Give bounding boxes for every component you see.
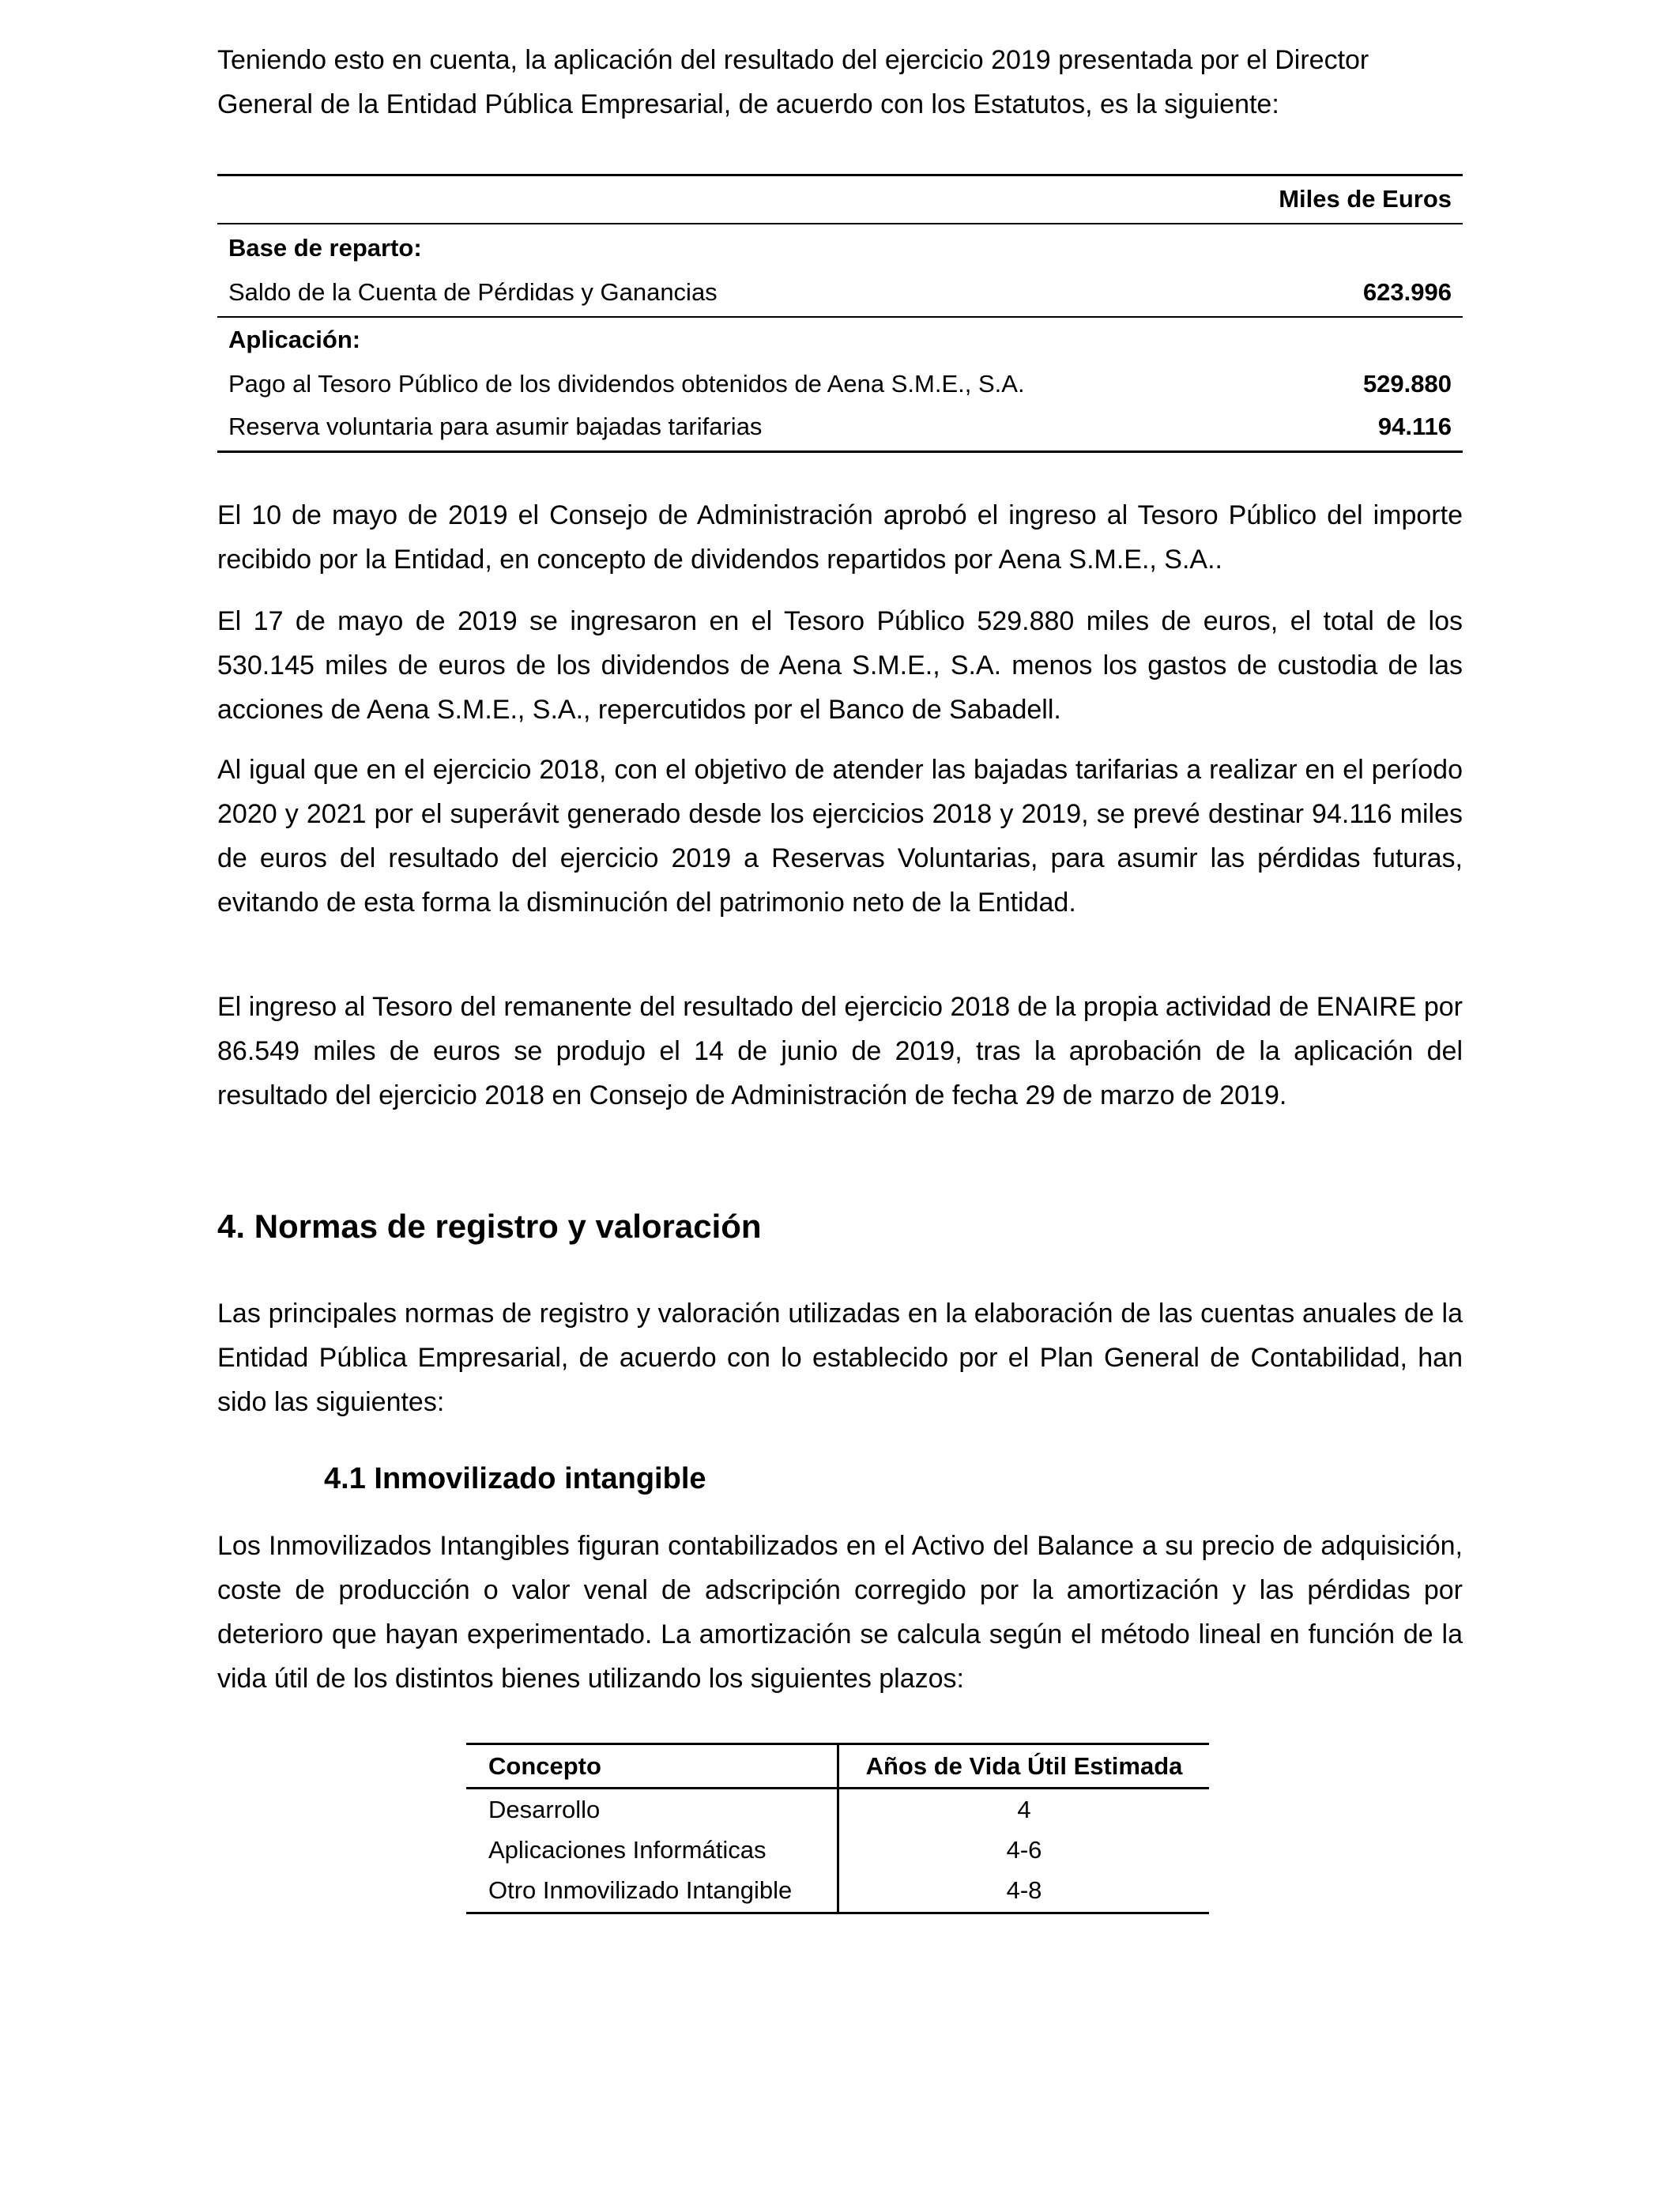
base-rule [217,316,1463,318]
table-top-rule [217,174,1463,176]
application-row-label: Pago al Tesoro Público de los dividendos obtenidos de Aena S.M.E., S.A. [228,370,1025,398]
application-row-value: 94.116 [1377,413,1452,440]
base-title: Base de reparto: [228,234,422,262]
header-rule [466,1787,1209,1789]
table-bottom-rule [466,1912,1209,1914]
table-cell: Aplicaciones Informáticas [488,1836,767,1864]
paragraph: El ingreso al Tesoro del remanente del resultado del ejercicio 2018 de la propia actividad de ENAIRE por 86.549 miles de euros se produjo el 14 de junio de 2019, tras la aprobación de la aplicación del resultado del ejercicio 2018 en Consejo de Administración de fecha 29 de marzo de 2019. [217,992,1463,1110]
paragraph: Al igual que en el ejercicio 2018, con el objetivo de atender las bajadas tarifarias a realizar en el período 2020 y 2021 por el superávit generado desde los ejercicios 2018 y 2019, se prevé destinar 94.116 miles de euros del resultado del ejercicio 2019 a Reservas Voluntarias, para asumir las pérdidas futuras, evitando de esta forma la disminución del patrimonio neto de la Entidad. [217,755,1463,918]
table-cell: Desarrollo [488,1796,601,1823]
subsection-heading: 4.1 Inmovilizado intangible [324,1462,706,1495]
application-title: Aplicación: [228,326,361,353]
application-row-value: 529.880 [1362,370,1452,398]
useful-life-table [466,1743,1209,1917]
paragraph: El 10 de mayo de 2019 el Consejo de Administración aprobó el ingreso al Tesoro Público del importe recibido por la Entidad, en concepto de dividendos repartidos por Aena S.M.E., S.A.. [217,500,1463,575]
header-rule [217,223,1463,224]
column-header: Años de Vida Útil Estimada [865,1752,1183,1780]
paragraph: El 17 de mayo de 2019 se ingresaron en el Tesoro Público 529.880 miles de euros, el total de los 530.145 miles de euros de los dividendos de Aena S.M.E., S.A. menos los gastos de custodia de las acciones de Aena S.M.E., S.A., repercutidos por el Banco de Sabadell. [217,606,1463,725]
subsection-paragraph: Los Inmovilizados Intangibles figuran contabilizados en el Activo del Balance a su precio de adquisición, coste de producción o valor venal de adscripción corregido por la amortización y las pérdidas por deterioro que hayan experimentado. La amortización se calcula según el método lineal en función de la vida útil de los distintos bienes utilizando los siguientes plazos: [217,1531,1463,1694]
section-heading: 4. Normas de registro y valoración [217,1208,762,1245]
column-header: Concepto [488,1752,601,1780]
table-bottom-rule [217,450,1463,453]
section-paragraph: Las principales normas de registro y valoración utilizadas en la elaboración de las cuentas anuales de la Entidad Pública Empresarial, de acuerdo con lo establecido por el Plan General de Contabilidad, han sido las siguientes: [217,1299,1463,1417]
application-row-label: Reserva voluntaria para asumir bajadas tarifarias [228,413,763,440]
table-cell: Otro Inmovilizado Intangible [488,1876,793,1904]
unit-header: Miles de Euros [1279,185,1452,213]
intro-paragraph: Teniendo esto en cuenta, la aplicación del resultado del ejercicio 2019 presentada por el Director General de la Entidad Pública Empresarial, de acuerdo con los Estatutos, es la siguiente: [217,45,1369,119]
base-row-value: 623.996 [1362,278,1452,306]
table-cell: 4-6 [1006,1836,1042,1864]
table-cell: 4-8 [1006,1876,1042,1904]
base-row-label: Saldo de la Cuenta de Pérdidas y Ganancias [228,278,718,306]
table-cell: 4 [1017,1796,1031,1823]
